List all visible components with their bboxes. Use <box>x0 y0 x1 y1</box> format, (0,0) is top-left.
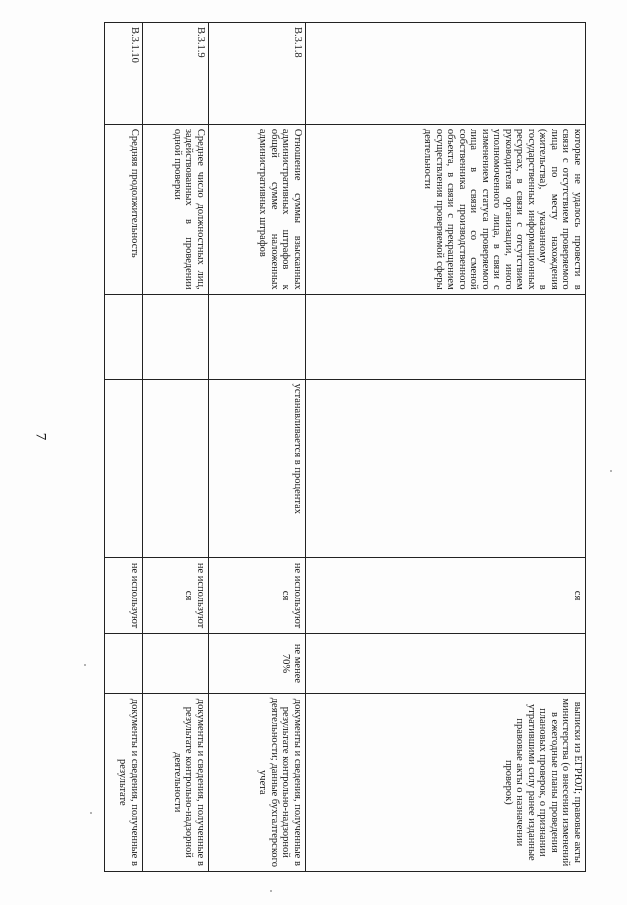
scan-speck <box>90 812 92 814</box>
cell-col-a <box>105 294 143 379</box>
cell-col-c: ся <box>305 557 585 633</box>
rotated-table-frame <box>104 22 586 872</box>
cell-col-b: устанавливается в процентах <box>208 379 305 557</box>
cell-col-b <box>142 379 208 557</box>
cell-source: выписки из ЕГРЮЛ; правовые акты министерства (о внесении изменений в ежегодные планы проведения плановых проверок, о признании утратившими силу ранее изданные правовые акты о назначении проверок) <box>305 693 585 871</box>
cell-code: В.3.1.10 <box>105 23 143 125</box>
cell-code: В.3.1.9 <box>142 23 208 125</box>
cell-source: документы и сведения, полученные в результате контрольно-надзорной деятельности; данные бухгалтерского учета <box>208 693 305 871</box>
cell-col-c: не используют <box>105 557 143 633</box>
cell-col-c: не используют ся <box>142 557 208 633</box>
page-number: 7 <box>32 432 49 441</box>
scan-speck <box>84 664 86 666</box>
cell-col-c: не используют ся <box>208 557 305 633</box>
cell-col-a <box>208 294 305 379</box>
cell-col-a <box>142 294 208 379</box>
table-row <box>305 23 585 872</box>
indicators-table <box>104 22 586 872</box>
table-row <box>142 23 208 872</box>
cell-source: документы и сведения, полученные в результате <box>105 693 143 871</box>
cell-code: В.3.1.8 <box>208 23 305 125</box>
cell-col-d <box>105 634 143 693</box>
cell-name: Отношение суммы взысканных административных штрафов к общей сумме наложенных административных штрафов <box>208 124 305 294</box>
cell-col-a <box>305 294 585 379</box>
cell-col-d: не менее 70% <box>208 634 305 693</box>
cell-col-b <box>305 379 585 557</box>
cell-source: документы и сведения, полученные в результате контрольно-надзорной деятельности <box>142 693 208 871</box>
cell-code <box>305 23 585 125</box>
cell-name: Средняя продолжительность <box>105 124 143 294</box>
cell-col-d <box>305 634 585 693</box>
table-container <box>104 22 586 872</box>
cell-name: которые не удалось провести в связи с отсутствием проверяемого лица по месту нахождения (жительства), указанному в государственных информационных ресурсах, в связи с отсутствием руководителя организации, иного уполномоченного лица, в связи с изменением статуса проверяемого лица в связи со сменой собственника производственного объекта, в связи с прекращением осуществления проверяемой сферы деятельности <box>305 124 585 294</box>
table-row <box>208 23 305 872</box>
scan-speck <box>610 470 612 472</box>
cell-col-d <box>142 634 208 693</box>
scan-speck <box>270 890 272 892</box>
cell-col-b <box>105 379 143 557</box>
table-row <box>105 23 143 872</box>
cell-name: Среднее число должностных лиц, задействованных в проведении одной проверки <box>142 124 208 294</box>
